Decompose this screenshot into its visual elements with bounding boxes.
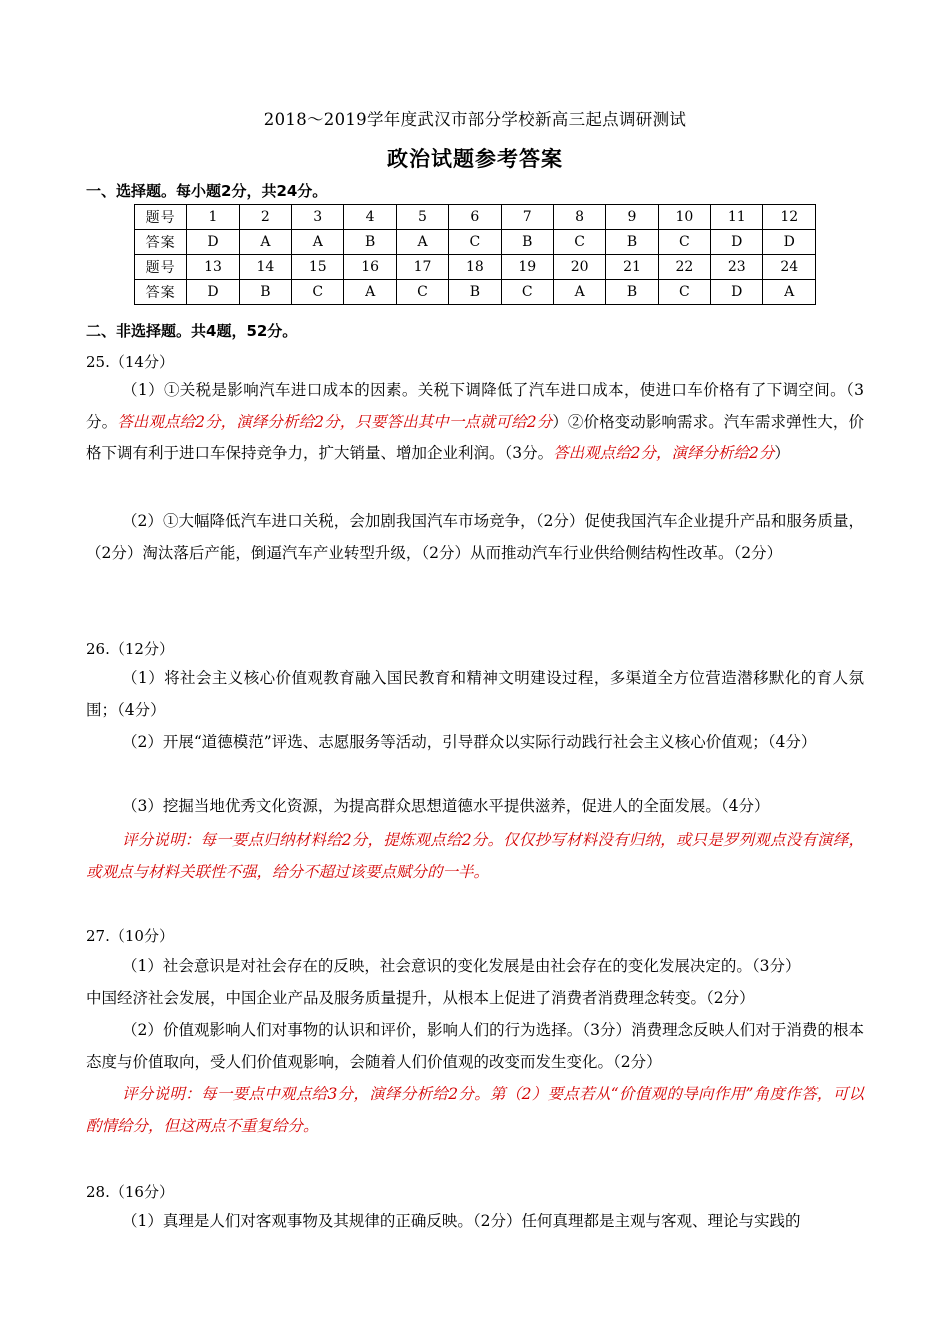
scoring-note: 答出观点给2分，演绎分析给2分 — [553, 444, 775, 462]
row-label: 题号 — [135, 205, 187, 230]
question-27-part-1: （1）社会意识是对社会存在的反映，社会意识的变化发展是由社会存在的变化发展决定的。（3分） — [122, 957, 801, 975]
question-26-scoring-note: 评分说明：每一要点归纳材料给2分，提炼观点给2分。仅仅抄写材料没有归纳，或只是罗列观点没有演绎，或观点与材料关联性不强，给分不超过该要点赋分的一半。 — [86, 831, 864, 881]
answer-text: （1）①关税是影响汽车进口成本的因素。关税下调降低了汽车进口成本，使进口车价格有了下调空间。（3分。 — [86, 381, 864, 431]
table-cell: 21 — [606, 255, 658, 280]
section-1-heading: 一、选择题。每小题2分，共24分。 — [86, 182, 328, 200]
question-25-part-2: （2）①大幅降低汽车进口关税，会加剧我国汽车市场竞争，（2分）促使我国汽车企业提升产品和服务质量，（2分）淘汰落后产能，倒逼汽车产业转型升级，（2分）从而推动汽车行业供给侧结构性改革。（2分） — [86, 512, 864, 562]
table-cell: D — [187, 280, 239, 305]
page-title: 政治试题参考答案 — [387, 146, 563, 171]
question-28-number: 28.（16分） — [86, 1183, 174, 1201]
table-cell: 22 — [658, 255, 710, 280]
question-27-part-1-cont: 中国经济社会发展，中国企业产品及服务质量提升，从根本上促进了消费者消费理念转变。（2分） — [86, 989, 755, 1007]
table-cell: 8 — [553, 205, 605, 230]
table-cell: 10 — [658, 205, 710, 230]
table-cell: 17 — [396, 255, 448, 280]
table-cell: C — [658, 280, 710, 305]
table-cell: C — [501, 280, 553, 305]
table-cell: 6 — [449, 205, 501, 230]
table-cell: 16 — [344, 255, 396, 280]
table-cell: D — [187, 230, 239, 255]
question-25-number: 25.（14分） — [86, 353, 174, 371]
table-cell: D — [711, 230, 763, 255]
answer-row-2 — [135, 280, 816, 305]
table-cell: 12 — [763, 205, 816, 230]
table-cell: 4 — [344, 205, 396, 230]
question-26-number: 26.（12分） — [86, 640, 174, 658]
table-cell: A — [396, 230, 448, 255]
table-cell: 14 — [239, 255, 291, 280]
table-cell: A — [763, 280, 816, 305]
exam-subtitle: 2018～2019学年度武汉市部分学校新高三起点调研测试 — [263, 110, 687, 129]
table-cell: 3 — [292, 205, 344, 230]
table-cell: B — [606, 230, 658, 255]
question-number-row-2 — [135, 255, 816, 280]
table-cell: B — [344, 230, 396, 255]
table-cell: A — [553, 280, 605, 305]
row-label: 答案 — [135, 280, 187, 305]
table-cell: 24 — [763, 255, 816, 280]
question-27-part-2: （2）价值观影响人们对事物的认识和评价，影响人们的行为选择。（3分）消费理念反映人们对于消费的根本态度与价值取向，受人们价值观影响，会随着人们价值观的改变而发生变化。（2分） — [86, 1021, 864, 1071]
table-cell: 5 — [396, 205, 448, 230]
table-cell: 23 — [711, 255, 763, 280]
question-28-part-1: （1）真理是人们对客观事物及其规律的正确反映。（2分）任何真理都是主观与客观、理论与实践的 — [122, 1212, 801, 1230]
table-cell: 18 — [449, 255, 501, 280]
table-cell: A — [292, 230, 344, 255]
table-cell: 20 — [553, 255, 605, 280]
table-cell: 15 — [292, 255, 344, 280]
table-cell: D — [763, 230, 816, 255]
answer-text: ） — [774, 444, 790, 462]
table-cell: B — [449, 280, 501, 305]
table-cell: C — [553, 230, 605, 255]
table-cell: B — [501, 230, 553, 255]
table-cell: 13 — [187, 255, 239, 280]
table-cell: C — [658, 230, 710, 255]
table-cell: C — [292, 280, 344, 305]
table-cell: D — [711, 280, 763, 305]
question-27-scoring-note: 评分说明：每一要点中观点给3分，演绎分析给2分。第（2）要点若从“价值观的导向作用”角度作答，可以酌情给分，但这两点不重复给分。 — [86, 1085, 864, 1135]
answer-text: ）②价格变动影响需求。汽车需求弹性大，价格下调有利于进口车保持竞争力，扩大销量、增加企业利润。（3分。 — [86, 412, 864, 462]
table-cell: 19 — [501, 255, 553, 280]
question-number-row-1 — [135, 205, 816, 230]
table-cell: 9 — [606, 205, 658, 230]
table-cell: B — [606, 280, 658, 305]
question-26-part-2: （2）开展“道德模范”评选、志愿服务等活动，引导群众以实际行动践行社会主义核心价值观；（4分） — [122, 733, 817, 751]
table-cell: 1 — [187, 205, 239, 230]
row-label: 题号 — [135, 255, 187, 280]
table-cell: 7 — [501, 205, 553, 230]
question-25-part-1 — [86, 375, 864, 470]
table-cell: A — [239, 230, 291, 255]
row-label: 答案 — [135, 230, 187, 255]
table-cell: C — [396, 280, 448, 305]
table-cell: 11 — [711, 205, 763, 230]
answer-row-1 — [135, 230, 816, 255]
table-cell: 2 — [239, 205, 291, 230]
question-27-number: 27.（10分） — [86, 927, 174, 945]
question-26-part-1: （1）将社会主义核心价值观教育融入国民教育和精神文明建设过程，多渠道全方位营造潜移默化的育人氛围；（4分） — [86, 669, 864, 719]
table-cell: B — [239, 280, 291, 305]
answer-table — [134, 204, 816, 305]
section-2-heading: 二、非选择题。共4题，52分。 — [86, 322, 298, 340]
table-cell: A — [344, 280, 396, 305]
question-26-part-3: （3）挖掘当地优秀文化资源，为提高群众思想道德水平提供滋养，促进人的全面发展。（4分） — [122, 797, 770, 815]
scoring-note: 答出观点给2分，演绎分析给2分，只要答出其中一点就可给2分 — [117, 412, 553, 431]
table-cell: C — [449, 230, 501, 255]
